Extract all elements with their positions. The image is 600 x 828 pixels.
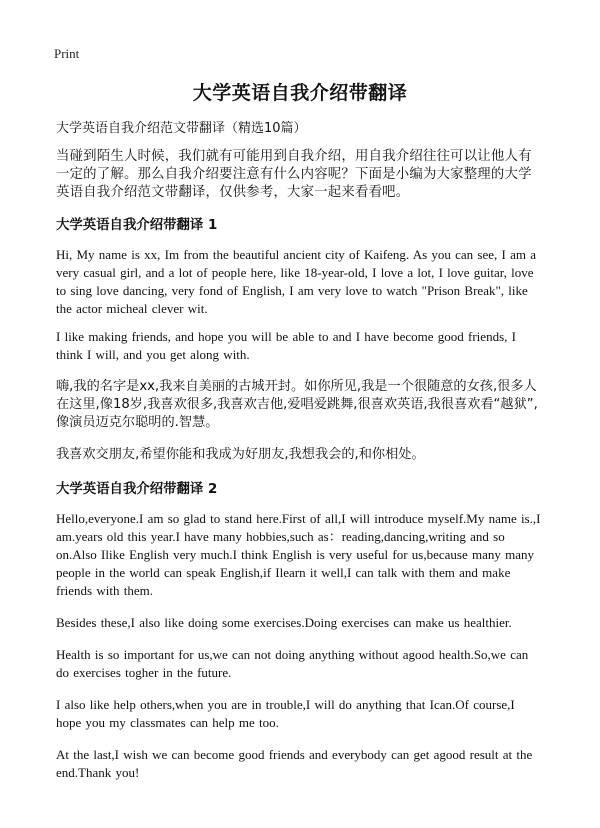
section-2-paragraph-3: Health is so important for us,we can not doing anything without agood health.So,we can do exercises togher in the future. — [56, 647, 529, 680]
section-2-paragraph-1: Hello,everyone.I am so glad to stand here.First of all,I will introduce myself.My name is.,I am.years old this year.I have many hobbies,such as：reading,dancing,writing and so on.Also Ilike English very much.I think English is very useful for us,because many many people in the world can speak English,if Ilearn it well,I can talk with them and make friends with them. — [56, 511, 541, 598]
page-title: 大学英语自我介绍带翻译 — [192, 82, 408, 104]
section-1-paragraph-2: I like making friends, and hope you will be able to and I have become good friends, I think I will, and you get along with. — [56, 329, 516, 362]
section-1-paragraph-1: Hi, My name is xx, Im from the beautiful ancient city of Kaifeng. As you can see, I am a very casual girl, and a lot of people here, like 18-year-old, I love a lot, I love guitar, love to sing love dancing, very fond of English, I am very love to watch "Prison Break", like the actor micheal clever wit. — [56, 247, 537, 316]
section-1-paragraph-3: 嗨,我的名字是xx,我来自美丽的古城开封。如你所见,我是一个很随意的女孩,很多人在这里,像18岁,我喜欢很多,我喜欢吉他,爱唱爱跳舞,很喜欢英语,我很喜欢看“越狱”,像演员迈克尔聪明的.智慧。 — [56, 379, 538, 430]
section-2-paragraph-4: I also like help others,when you are in trouble,I will do anything that Ican.Of course,I hope you my classmates can help me too. — [56, 697, 515, 730]
section-heading-1: 大学英语自我介绍带翻译 1 — [56, 218, 218, 233]
section-heading-2: 大学英语自我介绍带翻译 2 — [56, 482, 218, 497]
section-2-paragraph-2: Besides these,I also like doing some exercises.Doing exercises can make us healthier. — [56, 615, 512, 630]
article-subtitle: 大学英语自我介绍范文带翻译（精选10篇） — [56, 121, 307, 136]
section-1-paragraph-4: 我喜欢交朋友,希望你能和我成为好朋友,我想我会的,和你相处。 — [56, 447, 425, 462]
intro-paragraph: 当碰到陌生人时候，我们就有可能用到自我介绍，用自我介绍往往可以让他人有一定的了解。那么自我介绍要注意有什么内容呢？下面是小编为大家整理的大学英语自我介绍范文带翻译，仅供参考，大家一起来看看吧。 — [56, 149, 532, 200]
section-2-paragraph-5: At the last,I wish we can become good friends and everybody can get agood result at the end.Thank you! — [56, 747, 533, 780]
article-body — [56, 120, 544, 792]
print-link[interactable]: Print — [54, 46, 80, 61]
